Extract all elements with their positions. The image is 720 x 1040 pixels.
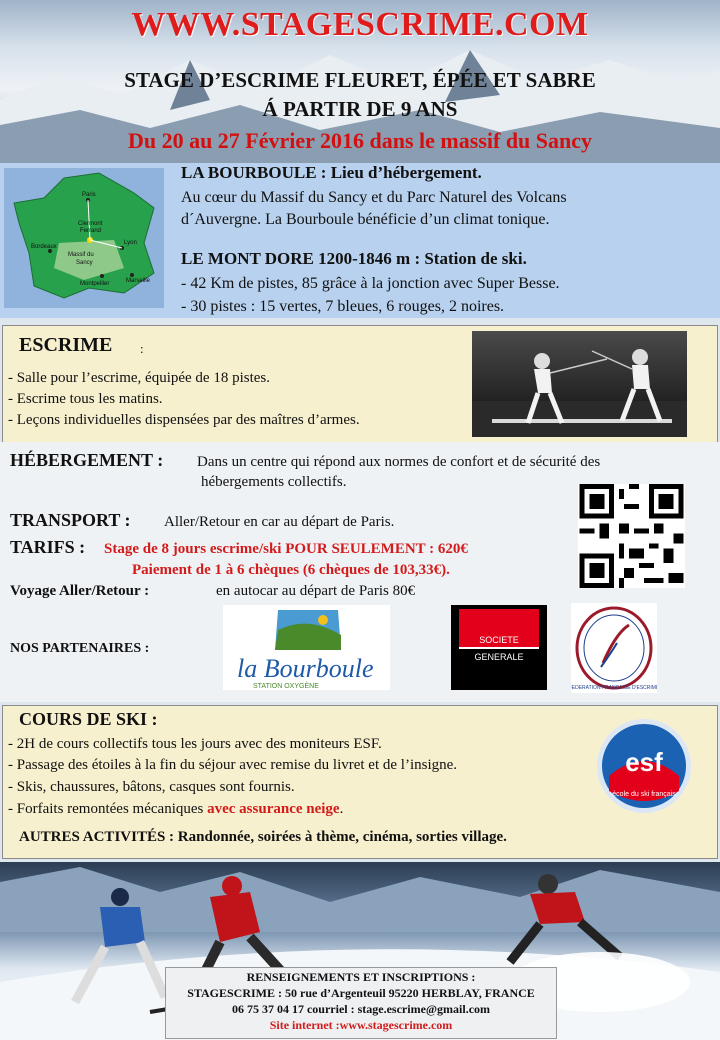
- map-label-massif: Massif du: [68, 252, 94, 258]
- hebergement-text-1: Dans un centre qui répond aux normes de confort et de sécurité des: [197, 454, 601, 470]
- ski-item-3: - Skis, chaussures, bâtons, casques sont fournis.: [8, 779, 295, 795]
- map-label-ferrand: Ferrand: [80, 228, 102, 234]
- ffe-logo-icon[interactable]: [571, 603, 657, 693]
- map-label-bordeaux: Bordeaux: [31, 244, 57, 250]
- esf-logo-icon[interactable]: [594, 716, 694, 816]
- hebergement-title: HÉBERGEMENT :: [10, 450, 164, 470]
- voyage-title: Voyage Aller/Retour :: [10, 583, 150, 599]
- contact-box: [165, 967, 557, 1039]
- esf-logo-sub: école du ski français: [612, 791, 676, 798]
- ski-item-2: - Passage des étoiles à la fin du séjour avec remise du livret et de l’insigne.: [8, 757, 458, 773]
- ski-station-title: LE MONT DORE 1200-1846 m : Station de ski.: [181, 249, 527, 268]
- ski-title: COURS DE SKI :: [19, 709, 158, 729]
- ski-station-info-1: - 42 Km de pistes, 85 grâce à la jonction avec Super Besse.: [181, 275, 560, 292]
- tarifs-line-1: Stage de 8 jours escrime/ski POUR SEULEMENT : 620€: [104, 541, 468, 557]
- map-label-sancy: Sancy: [76, 260, 93, 266]
- bourboule-logo-text: la Bourboule: [237, 654, 374, 683]
- escrime-title: ESCRIME: [19, 334, 113, 356]
- bourboule-logo-sub: STATION OXYGÈNE: [253, 683, 319, 690]
- map-label-marseille: Marseille: [126, 278, 151, 284]
- map-label-montpellier: Montpellier: [80, 281, 110, 287]
- france-map-icon: [4, 168, 164, 308]
- contact-line-4[interactable]: Site internet :www.stagescrime.com: [269, 1018, 453, 1032]
- escrime-colon: :: [140, 341, 144, 356]
- ski-forfait: [8, 801, 343, 818]
- sg-line-2: GENERALE: [474, 652, 524, 662]
- hebergement-text-2: hébergements collectifs.: [201, 474, 347, 490]
- header-dates: Du 20 au 27 Février 2016 dans le massif du Sancy: [127, 128, 593, 153]
- header-banner: [0, 0, 720, 163]
- tarifs-title: TARIFS :: [10, 537, 86, 557]
- map-label-clermont: Clermont: [78, 221, 103, 227]
- transport-title: TRANSPORT :: [10, 510, 131, 530]
- contact-line-2: STAGESCRIME : 50 rue d’Argenteuil 95220 HERBLAY, FRANCE: [187, 986, 535, 1000]
- lodging-title: LA BOURBOULE : Lieu d’hébergement.: [181, 163, 482, 182]
- qr-code-icon[interactable]: [578, 484, 685, 588]
- map-label-lyon: Lyon: [124, 240, 137, 246]
- voyage-text: en autocar au départ de Paris 80€: [216, 583, 416, 599]
- autres-activites: AUTRES ACTIVITÉS : Randonnée, soirées à thème, cinéma, sorties village.: [19, 829, 507, 845]
- ffe-logo-text: FEDERATION FRANCAISE D'ESCRIME: [571, 685, 657, 691]
- transport-text: Aller/Retour en car au départ de Paris.: [164, 514, 395, 530]
- map-label-paris: Paris: [82, 192, 96, 198]
- lodging-desc-1: Au cœur du Massif du Sancy et du Parc Naturel des Volcans: [181, 189, 567, 206]
- escrime-item-3: - Leçons individuelles dispensées par des maîtres d’armes.: [8, 412, 360, 428]
- ski-forfait-red: avec assurance neige: [207, 801, 340, 817]
- ski-item-1: - 2H de cours collectifs tous les jours avec des moniteurs ESF.: [8, 736, 382, 752]
- ski-forfait-end: .: [339, 801, 344, 817]
- bourboule-logo-icon[interactable]: [223, 605, 390, 690]
- fencing-photo-icon: [472, 331, 687, 437]
- escrime-item-2: - Escrime tous les matins.: [8, 391, 163, 407]
- sg-line-1: SOCIETE: [479, 635, 519, 645]
- lodging-desc-2: d´Auvergne. La Bourboule bénéficie d’un climat tonique.: [181, 211, 550, 228]
- header-line-1: STAGE D’ESCRIME FLEURET, ÉPÉE ET SABRE: [124, 68, 596, 92]
- contact-line-3[interactable]: 06 75 37 04 17 courriel : stage.escrime@gmail.com: [231, 1002, 491, 1016]
- societe-generale-logo-icon[interactable]: [451, 605, 547, 690]
- ski-forfait-pre: - Forfaits remontées mécaniques: [8, 801, 204, 817]
- ski-station-info-2: - 30 pistes : 15 vertes, 7 bleues, 6 rouges, 2 noires.: [181, 298, 505, 315]
- site-url[interactable]: WWW.STAGESCRIME.COM: [131, 6, 589, 43]
- partenaires-title: NOS PARTENAIRES :: [10, 641, 150, 656]
- esf-logo-text: esf: [625, 747, 663, 777]
- tarifs-line-2: Paiement de 1 à 6 chèques (6 chèques de 103,33€).: [132, 562, 450, 578]
- escrime-item-1: - Salle pour l’escrime, équipée de 18 pistes.: [8, 370, 271, 386]
- contact-line-1: RENSEIGNEMENTS ET INSCRIPTIONS :: [246, 970, 476, 984]
- header-line-2: Á PARTIR DE 9 ANS: [262, 97, 458, 121]
